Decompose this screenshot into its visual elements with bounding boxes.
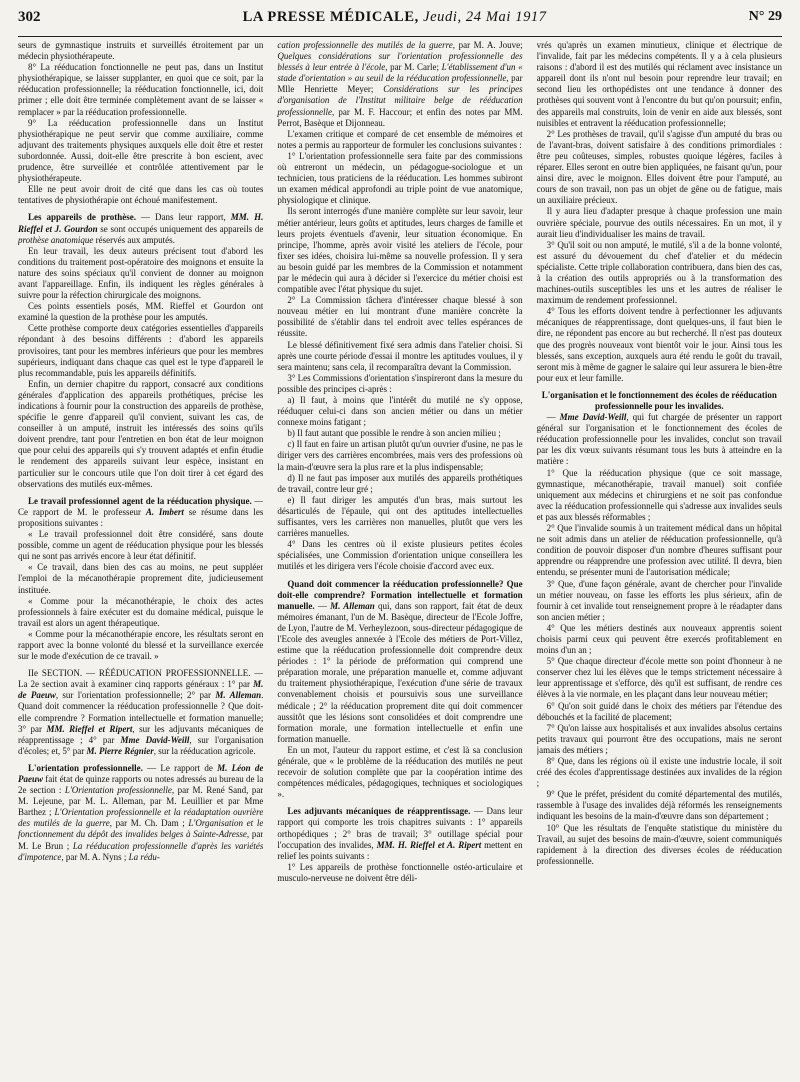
page-header	[18, 0, 782, 34]
list-item: 10° Que les résultats de l'enquête statistique du ministère du Travail, au sujet des besoins de main-d'œuvre, soient communiqués rapidement à la direction des diverses écoles de rééducation professionnelle.	[536, 822, 782, 866]
paragraph: 1° Les appareils de prothèse fonctionnelle ostéo-articulaire et musculo-nerveuse ne doivent être déli-	[277, 861, 523, 883]
list-item: 9° Que le préfet, président du comité départemental des mutilés, rassemble à l'usage des invalides déjà réformés les renseignements indiquant les besoins de la main-d'œuvre dans son département ;	[536, 789, 782, 822]
list-item: 6° Qu'on soit guidé dans le choix des métiers par l'étendue des débouchés et la facilité de placement;	[536, 700, 782, 722]
list-item: 5° Que chaque directeur d'école mette son point d'honneur à ne conserver chez lui les élèves que le temps strictement nécessaire à leur apprentissage et s'efforce, dès qu'il est suffisant, de rendre ces élèves à la vie normale, en les plaçant dans leur nouveau métier;	[536, 656, 782, 700]
page-number: 302	[18, 8, 41, 25]
paragraph: 8° La rééducation fonctionnelle ne peut pas, dans un Institut physiothérapique, se laisser supplanter, en quoi que ce soit, par la rééducation professionnelle; la rééducation fonctionnelle, ici, doit primer ; elle doit être terminée complètement avant de se laisser « remplacer » par la rééducation professionnelle.	[18, 62, 264, 117]
issue-date: Jeudi, 24 Mai 1917	[423, 8, 547, 25]
article-columns	[18, 40, 782, 1076]
column-2	[277, 40, 522, 1076]
paragraph: En un mot, l'auteur du rapport estime, et c'est là sa conclusion générale, que « le problème de la rééducation des mutilés ne peut recevoir de solution complète que par la coopération intime des compétences médicales, pédagogiques, techniques et sociologiques ».	[277, 744, 523, 800]
section-heading: Le travail professionnel agent de la rééducation physique.	[28, 495, 252, 506]
quote: « Comme pour la mécanothérapie, le choix des actes professionnels à faire exécuter est du domaine médical, puisque le travail est alors un agent thérapeutique.	[18, 595, 264, 628]
list-item: 1° Que la rééducation physique (que ce soit massage, gymnastique, mécanothérapie, travail manuel) soit confiée uniquement aux médecins et chirurgiens et ne soit pas confondue avec la rééducation professionnelle qui s'adresse aux invalides seuls et pas aux blessés réformables ;	[536, 467, 782, 522]
quote: « Comme pour la mécanothérapie encore, les résultats seront en rapport avec la bonne volonté du blessé et la surveillance exercée sur le mode d'exécution de ce travail. »	[18, 628, 264, 662]
paragraph: Enfin, un dernier chapitre du rapport, consacré aux conditions générales d'application des appareils prothétiques, précise les indications à fournir pour la construction des appareils de prothèse, spécifie le genre d'appareil qu'il convient, suivant les cas, de conseiller à un amputé, instruit les intéressés des soins qu'ils doivent prendre, tant pour l'entretien en bon état de leur moignon que pour celui des appareils qui s'y trouvent adaptés et enfin étudie le rendement des appareils suivant leur espèce, insistant en particulier sur le concours utile que l'on doit tirer à cet égard des observations des mutilés eux-mêmes.	[18, 378, 264, 489]
paragraph: seurs de gymnastique instruits et surveillés étroitement par un médecin physiothérapeute.	[18, 40, 264, 62]
list-item: 4° Que les métiers destinés aux nouveaux apprentis soient choisis parmi ceux qui peuvent être exercés profitablement en moins d'un an ;	[536, 622, 782, 656]
issue-number: N° 29	[748, 9, 782, 24]
section-heading: Quand doit commencer la rééducation professionnelle? Que doit-elle comprendre? Formation intellectuelle et formation manuelle.	[277, 578, 523, 611]
paragraph: En leur travail, les deux auteurs précisent tout d'abord les conditions du traitement post-opératoire des moignons et ensuite la nature des soins spéciaux qu'il convient de donner au moignon avant l'appareillage. Enfin, ils indiquent les règles générales à suivre pour la réfection chirurgicale des moignons.	[18, 245, 264, 301]
list-item: e) Il faut diriger les amputés d'un bras, mais surtout les désarticulés de l'épaule, qui ont des aptitudes intellectuelles suffisantes, vers les carrières non manuelles, plutôt que vers les carrières manuelles.	[277, 494, 523, 539]
paragraph: vrés qu'après un examen minutieux, clinique et électrique de l'invalide, fait par les médecins compétents. Il y a à cela plusieurs raisons : d'abord il est des mutilés qui réclament avec insistance un appareil dont ils n'ont nul besoin pour reprendre leur travail; en second lieu les orthopédistes ont une tendance à donner des prothèses qui souvent vont à l'encontre du but qu'on poursuit; enfin, des appareils mal construits, loin de venir en aide aux blessés, sont nuisibles et entravent la rééducation professionnelle;	[536, 40, 782, 128]
authors: MM. H. Rieffel et J. Gourdon	[18, 212, 264, 234]
section-quand: Quand doit commencer la rééducation professionnelle? Que doit-elle comprendre? Formation intellectuelle et formation manuelle. — M. Alleman qui, dans son rapport, fait état de deux mémoires émanant, l'un de M. Basèque, directeur de l'Ecole Joffre, de Lyon, l'autre de M. Verheylezoon, sous-directeur pédagogique de l'Ecole des aveugles annexée à l'Ecole des métiers de Port-Villez, estime que la rééducation professionnelle doit comprendre deux périodes : 1° la période de préformation qui comprend une préparation morale, une préparation manuelle et, comme adjuvant du traitement physiothérapique, l'exécution d'une série de travaux convenablement choisis et poursuivis sous une surveillance médicale ; 2° la rééducation proprement dite qui doit commencer aussitôt que les lésions sont consolidées et doit comprendre une formation morale, une formation intellectuelle et enfin une formation manuelle.	[277, 578, 523, 744]
paragraph: 3° Les Commissions d'orientation s'inspireront dans la mesure du possible des principes ci-après :	[277, 372, 523, 394]
paragraph: — Mme David-Weill, qui fut chargée de présenter un rapport général sur l'organisation et le fonctionnement des écoles de rééducation professionnelle pour les invalides, conclut son travail par les dix vœux suivants résumant tous les buts à atteindre en la matière :	[536, 412, 782, 467]
paragraph: Ces points essentiels posés, MM. Rieffel et Gourdon ont examiné la question de la prothèse pour les amputés.	[18, 301, 264, 323]
column-3	[537, 40, 782, 1076]
section-heading: Les appareils de prothèse.	[28, 212, 136, 223]
section-heading: L'orientation professionnelle.	[28, 762, 143, 773]
paragraph: Le blessé définitivement fixé sera admis dans l'atelier choisi. Si après une courte période d'essai il montre les aptitudes voulues, il y sera maintenu; sans cela, il recomparaîtra devant la Commission.	[277, 339, 523, 372]
list-item: a) Il faut, à moins que l'intérêt du mutilé ne s'y oppose, rééduquer celui-ci dans son ancien métier ou dans un métier connexe moins fatigant ;	[277, 395, 523, 428]
quote: « Ce travail, dans bien des cas au moins, ne peut suppléer l'emploi de la mécanothérapie proprement dite, judicieusement instituée.	[18, 562, 264, 595]
section-adjuvants: Les adjuvants mécaniques de réapprentissage. — Dans leur rapport qui comporte les trois chapitres suivants : 1° appareils orthopédiques ; 2° bras de travail; 3° outillage spécial pour l'occupation des invalides, MM. H. Rieffel et A. Ripert mettent en relief les points suivants :	[277, 806, 523, 861]
paragraph: 1° L'orientation professionnelle sera faite par des commissions où entreront un médecin, un pédagogue-sociologue et un technicien, tous praticiens de la rééducation. Les hommes subiront un examen médical approfondi au triple point de vue anatomique, physiologique et clinique.	[277, 150, 523, 206]
paragraph: 4° Dans les centres où il existe plusieurs petites écoles spécialisées, une Commission d'orientation unique conseillera les mutilés et les dirigera vers l'école choisie d'accord avec eux.	[277, 539, 523, 572]
paragraph: Il y aura lieu d'adapter presque à chaque profession une main ouvrière spéciale, pourvue des outils nécessaires. En un mot, il y aurait lieu d'individualiser les mains de travail.	[536, 206, 782, 239]
list-item: b) Il faut autant que possible le rendre à son ancien milieu ;	[287, 428, 501, 439]
paragraph: 2° Les prothèses de travail, qu'il s'agisse d'un amputé du bras ou de l'avant-bras, doivent satisfaire à des conditions primordiales : être peu coûteuses, simples, robustes quoique légères, faciles à réparer. Elles seront en outre bien appliquées, ne faisant qu'un, pour ainsi dire, avec le moignon. Elles doivent être pour l'amputé, au cours de son travail, non pas un objet de gêne ou de fatigue, mais un auxiliaire précieux.	[536, 128, 782, 206]
list-item: 7° Qu'on laisse aux hospitalisés et aux invalides absolus certains petits travaux qui pourront être des occupations, mais ne seront jamais des métiers ;	[536, 722, 782, 755]
paragraph: 3° Qu'il soit ou non amputé, le mutilé, s'il a de la bonne volonté, est assuré du dévouement du chef d'atelier et du médecin spécialiste. Cette triple collaboration contribuera, dans bien des cas, à la création des outils appropriés ou à la transformation des machines-outils susceptibles les uns et les autres de réaliser le maximum de rendement professionnel.	[536, 239, 782, 306]
paragraph: Elle ne peut avoir droit de cité que dans les cas où toutes tentatives de physiothérapie ont échoué manifestement.	[18, 184, 264, 206]
journal-name: LA PRESSE MÉDICALE,	[242, 8, 419, 25]
section-heading: IIe SECTION. — RÉÉDUCATION PROFESSIONNELLE. —	[28, 668, 264, 679]
journal-title	[243, 9, 547, 26]
author: A. Imbert	[145, 506, 184, 517]
list-item: 3° Que, d'une façon générale, avant de chercher pour l'invalide un métier nouveau, on fasse les efforts les plus sérieux, afin de fournir à cet invalide tout renseignement propre à le réadapter dans son ancien métier ;	[536, 578, 782, 622]
paragraph: Cette prothèse comporte deux catégories essentielles d'appareils répondant à des besoins différents : d'abord les appareils provisoires, tant pour les membres inférieurs que pour les membres supérieurs, indiquant dans chaque cas quel est le type d'appareil le plus recommandable, puis les appareils définitifs.	[18, 323, 264, 378]
paragraph: cation professionnelle des mutilés de la guerre, par M. A. Jouve; Quelques considérations sur l'orientation professionnelle des blessés à leur entrée à l'école, par M. Carle; L'établissement d'un « stade d'orientation » au seuil de la rééducation professionnelle, par Mlle Henriette Meyer; Considérations sur les principes d'organisation de l'Institut militaire belge de rééducation professionnelle, par M. F. Haccour; et enfin des notes par MM. Perrot, Basèque et Dijonneau.	[277, 40, 523, 128]
paragraph: 2° La Commission tâchera d'intéresser chaque blessé à son nouveau métier en lui montrant d'une manière concrète la possibilité de s'établir dans tel endroit avec telles espérances de réussite.	[277, 295, 523, 339]
section-ii: IIe SECTION. — RÉÉDUCATION PROFESSIONNELLE. — La 2e section avait à examiner cinq rapports généraux : 1° par M. de Paeuw, sur l'orientation professionnelle; 2° par M. Alleman. Quand doit commencer la rééducation professionnelle ? Que doit-elle comprendre ? Formation intellectuelle et formation manuelle; 3° par MM. Rieffel et Ripert, sur les adjuvants mécaniques de réapprentissage ; 4° par Mme David-Weill, sur l'organisation d'écoles; et, 5° par M. Pierre Régnier, sur la rééducation agricole.	[18, 668, 264, 756]
section-heading: Les adjuvants mécaniques de réapprentissage.	[287, 806, 471, 817]
section-orientation: L'orientation professionnelle. — Le rapport de M. Léon de Paeuw fait état de quinze rapports ou notes adressés au bureau de la 2e section : L'Orientation professionnelle, par M. René Sand, par M. Lejeune, par M. L. Alleman, par M. Leuillier et par Mme Barthez ; L'Orientation professionnelle et la réadaptation ouvrière des mutilés de la guerre, par M. Ch. Dam ; L'Organisation et le fonctionnement du dépôt des invalides belges à Sainte-Adresse, par M. Le Brun ; La rééducation professionnelle d'après les variétés d'impotence, par M. A. Nyns ; La rédu-	[18, 762, 264, 862]
section-travail: Le travail professionnel agent de la rééducation physique. — Ce rapport de M. le professeur A. Imbert se résume dans les propositions suivantes :	[18, 495, 264, 528]
section-heading: L'organisation et le fonctionnement des écoles de rééducation professionnelle pour les invalides.	[541, 389, 777, 411]
section-prothese: Les appareils de prothèse. — Dans leur rapport, MM. H. Rieffel et J. Gourdon se sont occupés uniquement des appareils de prothèse anatomique réservés aux amputés.	[18, 212, 264, 245]
list-item: 2° Que l'invalide soumis à un traitement médical dans un hôpital ne soit admis dans un atelier de rééducation professionnelle, qu'à condition de pouvoir disposer d'un nombre d'heures suffisant pour apprendre ou réapprendre une profession avec utilité. Il devra, bien entendu, se présenter muni de l'autorisation médicale;	[536, 523, 782, 578]
paragraph: 9° La rééducation professionnelle dans un Institut physiothérapique ne peut servir que comme auxiliaire, comme adjuvant des traitements physiques auxquels elle doit être et rester subordonnée. Aussi, doit-elle être prescrite à bon escient, avec prudence, être surveillée et contrôlée attentivement par le physiothérapeute.	[18, 117, 264, 184]
column-1	[18, 40, 263, 1076]
paragraph: 4° Tous les efforts doivent tendre à perfectionner les adjuvants mécaniques de réapprentissage, dont quelques-uns, il faut bien le dire, ne répondent pas encore au but recherché. Il n'est pas douteux que des progrès nouveaux vont bientôt voir le jour. Ainsi tous les blessés, sans exception, auxquels aura été rendu le goût du travail, seront mis à même de gagner le salaire qui leur assurera le bien-être pour eux et leur famille.	[536, 306, 782, 383]
list-item: d) Il ne faut pas imposer aux mutilés des appareils prothétiques de travail, contre leur gré ;	[277, 472, 523, 494]
header-rule	[18, 36, 782, 37]
list-item: 8° Que, dans les régions où il existe une industrie locale, il soit créé des écoles d'apprentissage destinées aux invalides de la région ;	[536, 756, 782, 789]
quote: « Le travail professionnel doit être considéré, sans doute possible, comme un agent de rééducation physique pour les blessés qui ne sont pas arrivés encore à leur état définitif.	[18, 529, 264, 562]
list-item: c) Il faut en faire un artisan plutôt qu'un ouvrier d'usine, ne pas le diriger vers des carrières encombrées, mais vers des professions où la main-d'œuvre sera la plus rare et la plus indispensable;	[277, 439, 523, 472]
paragraph: Ils seront interrogés d'une manière complète sur leur savoir, leur métier antérieur, leurs goûts et aptitudes, leurs charges de famille et leurs projets éventuels d'avenir, leur situation économique. En principe, l'homme, après avoir visité les ateliers de l'école, pour fixer ses idées, choisira lui-même sa nouvelle profession. Il y sera au besoin guidé par les membres de la Commission et notamment par le médecin qui aura à décider si l'exercice du métier choisi est compatible avec l'état physique du sujet.	[277, 206, 523, 295]
paragraph: L'examen critique et comparé de cet ensemble de mémoires et notes a permis au rapporteur de formuler les conclusions suivantes :	[277, 128, 523, 150]
